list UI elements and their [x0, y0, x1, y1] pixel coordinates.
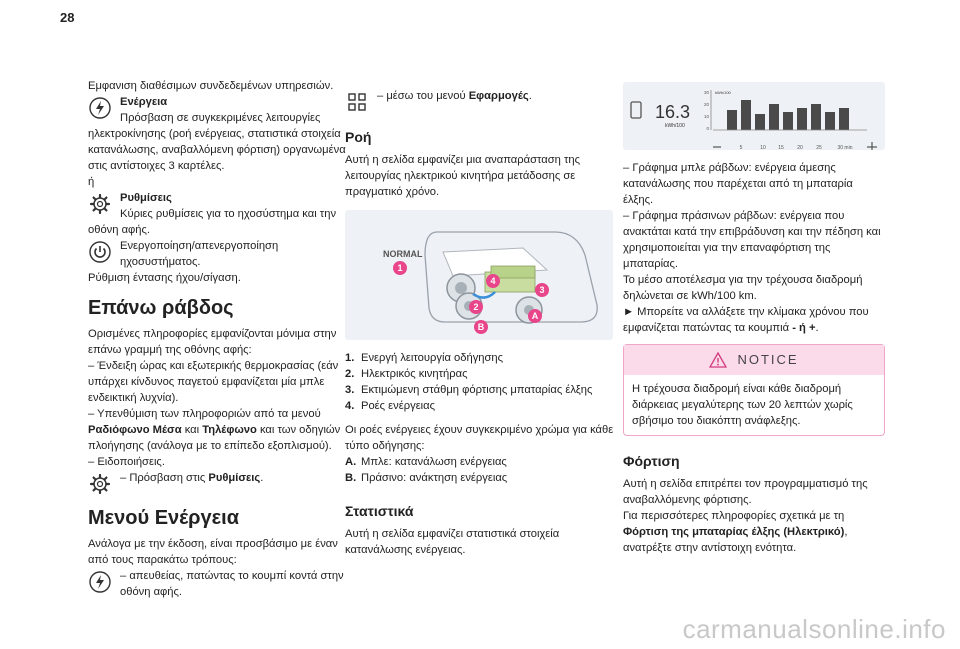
notice-text: Η τρέχουσα διαδρομή είναι κάθε διαδρομή διάρκειας μεγαλύτερης των 20 λεπτών χωρίς σβήσιμο του διακόπτη ανάφλεξης. — [632, 383, 853, 427]
callout-2: 2 — [473, 302, 479, 312]
notice-header — [624, 345, 884, 375]
list-item — [345, 398, 615, 414]
stats-text: Αυτή η σελίδα εμφανίζει στατιστικά στοιχεία κατανάλωσης ενέργειας. — [345, 528, 560, 556]
callout-1: 1 — [397, 263, 403, 273]
flows-text: Οι ροές ενέργειες έχουν συγκεκριμένο χρώμα για κάθε τύπο οδήγησης: — [345, 424, 614, 452]
energy-text-2: ηλεκτροκίνησης (ροή ενέργειας, στατιστικά στοιχεία κατανάλωσης, αναβαλλόμενη φόρτιση) οργανωμένα στις αντίστοιχες 3 καρτέλες. — [88, 128, 346, 172]
settings-item — [88, 190, 350, 222]
warning-icon — [709, 352, 727, 368]
bullet-reminder-pre: – Υπενθύμιση των πληροφοριών από τα μενού — [88, 408, 321, 420]
x-tick: 20 — [797, 145, 803, 150]
chart-unit: kWh/100 — [715, 90, 731, 95]
way-apps-bold: Εφαρμογές — [468, 90, 529, 102]
notice-body — [624, 375, 884, 435]
energy-text-1: Πρόσβαση σε συγκεκριμένες λειτουργίες — [120, 112, 321, 124]
energy-flow-figure — [345, 210, 613, 340]
y-tick: 10 — [703, 114, 709, 119]
callout-B: B — [477, 322, 485, 332]
energy-icon — [88, 570, 112, 594]
way-apps-post: . — [528, 90, 532, 102]
legend-item — [345, 454, 615, 470]
notice-label: NOTICE — [737, 352, 799, 367]
watermark: carmanualsonline.info — [682, 614, 946, 644]
mode-label: NORMAL — [383, 249, 423, 259]
charging-text-bold: Φόρτιση της μπαταρίας έλξης (Ηλεκτρικό) — [623, 526, 845, 538]
bullet-reminder — [88, 406, 350, 454]
upper-bar-heading: Επάνω ράβδος — [88, 297, 234, 319]
page-number: 28 — [60, 10, 75, 25]
list-item — [345, 350, 615, 366]
list-number: 4. — [345, 400, 355, 412]
bullet-reminder-post: και των οδηγιών πλοήγησης (ανάλογα με το επίπεδο εξοπλισμού). — [88, 424, 341, 452]
list-number: 3. — [345, 384, 355, 396]
x-tick: 5 — [739, 145, 743, 150]
settings-title: Ρυθμίσεις — [120, 192, 172, 204]
legend-text: Μπλε: κατανάλωση ενέργειας — [361, 456, 507, 468]
column-3 — [623, 82, 885, 556]
scale-text-pre: ► Μπορείτε να αλλάξετε την κλίμακα χρόνου που εμφανίζεται πατώντας τα κουμπιά — [623, 306, 869, 334]
plus-icon[interactable] — [867, 142, 877, 150]
stats-screen-illustration — [623, 82, 885, 150]
list-text: Εκτιμώμενη στάθμη φόρτισης μπαταρίας έλξης — [361, 384, 593, 396]
scale-text-bold: - ή + — [792, 322, 816, 334]
power-text: Ενεργοποίηση/απενεργοποίηση ηχοσυστήματος. — [120, 240, 279, 268]
x-tick: 25 — [816, 145, 822, 150]
callout-4: 4 — [490, 276, 496, 286]
scale-text-post: . — [815, 322, 819, 334]
bullet-time: – Ένδειξη ώρας και εξωτερικής θερμοκρασίας (εάν υπάρχει κίνδυνος παγετού εμφανίζεται μία μπλε ενδεικτική λυχνία). — [88, 360, 339, 404]
fuel-pump-icon — [631, 102, 641, 118]
list-number: 2. — [345, 368, 355, 380]
energy-item — [88, 94, 350, 126]
bullet-settings-post: . — [260, 472, 264, 484]
settings-text-1: Κύριες ρυθμίσεις για το ηχοσύστημα και την — [120, 208, 337, 220]
stats-heading: Στατιστικά — [345, 503, 414, 519]
energy-flow-illustration — [345, 210, 613, 340]
apps-grid-icon — [345, 90, 369, 114]
legend-letter: B. — [345, 472, 357, 484]
energy-icon — [88, 96, 112, 120]
legend-letter: A. — [345, 456, 357, 468]
column-2 — [345, 88, 615, 558]
way-direct — [88, 568, 350, 600]
y-tick: 30 — [703, 90, 709, 95]
list-number: 1. — [345, 352, 355, 364]
x-tick: 30 min — [837, 145, 853, 150]
charging-text-2 — [623, 508, 885, 556]
legend-text: Πράσινο: ανάκτηση ενέργειας — [361, 472, 508, 484]
way-apps-pre: – μέσω του μενού — [377, 90, 469, 102]
screen-value: 16.3 — [655, 102, 691, 122]
bullet-settings — [88, 470, 350, 496]
settings-text-2: οθόνη αφής. — [88, 224, 151, 236]
charging-heading: Φόρτιση — [623, 453, 680, 469]
blue-bars-text: – Γράφημα μπλε ράβδων: ενέργεια άμεσης κατανάλωσης που παρέχεται από τη μπαταρία έλξης. — [623, 162, 853, 206]
green-bars-text: – Γράφημα πράσινων ράβδων: ενέργεια που ανακτάται κατά την επιβράδυνση και την πέδηση και χρησιμοποιείται για την επαναφόρτιση της μπαταρίας. — [623, 210, 881, 270]
bullet-settings-text — [120, 470, 263, 486]
volume-text: Ρύθμιση έντασης ήχου/σίγαση. — [88, 272, 241, 284]
flow-text: Αυτή η σελίδα εμφανίζει μια αναπαράσταση της λειτουργίας ηλεκτρικού κινητήρα μετάδοσης σε πραγματικό χρόνο. — [345, 154, 580, 198]
y-tick: 0 — [706, 126, 709, 131]
way-apps — [345, 88, 615, 114]
x-tick: 10 — [760, 145, 766, 150]
way-apps-text — [377, 88, 532, 104]
charging-text-pre: Για περισσότερες πληροφορίες σχετικά με τη — [623, 510, 845, 522]
legend-item — [345, 470, 615, 486]
way-direct-text: – απευθείας, πατώντας το κουμπί κοντά στην οθόνη αφής. — [120, 570, 344, 598]
bullet-reminder-phone: Τηλέφωνο — [202, 424, 257, 436]
gear-icon — [88, 472, 112, 496]
power-icon — [88, 240, 112, 264]
upper-bar-intro: Ορισμένες πληροφορίες εμφανίζονται μόνιμα στην επάνω γραμμή της οθόνης αφής: — [88, 328, 337, 356]
bullet-settings-pre: – Πρόσβαση στις — [120, 472, 209, 484]
x-tick: 15 — [778, 145, 784, 150]
flow-heading: Ροή — [345, 129, 372, 145]
callout-3: 3 — [539, 285, 545, 295]
intro-text: Εμφανιση διαθέσιμων συνδεδεμένων υπηρεσιών. — [88, 80, 334, 92]
list-text: Ροές ενέργειας — [361, 400, 436, 412]
average-text: Το μέσο αποτέλεσμα για την τρέχουσα διαδρομή δηλώνεται σε kWh/100 km. — [623, 274, 863, 302]
stats-screen-figure — [623, 82, 885, 150]
charging-text-post: , ανατρέξτε στην αντίστοιχη ενότητα. — [623, 526, 848, 554]
figure-legend-list — [345, 350, 615, 414]
list-text: Ηλεκτρικός κινητήρας — [361, 368, 468, 380]
list-item — [345, 382, 615, 398]
power-item — [88, 238, 350, 270]
energy-menu-heading: Μενού Ενέργεια — [88, 507, 240, 529]
bullet-settings-bold: Ρυθμίσεις — [208, 472, 261, 484]
column-1 — [88, 78, 350, 600]
list-item — [345, 366, 615, 382]
notice-box — [623, 344, 885, 436]
y-tick: 20 — [703, 102, 709, 107]
callout-A: A — [531, 311, 539, 321]
gear-icon — [88, 192, 112, 216]
bullet-reminder-radio: Ραδιόφωνο Μέσα — [88, 424, 182, 436]
bullet-reminder-mid: και — [181, 424, 203, 436]
bullet-notifications: – Ειδοποιήσεις. — [88, 456, 165, 468]
energy-title: Ενέργεια — [120, 96, 168, 108]
scale-text — [623, 304, 885, 336]
or-text: ή — [88, 176, 95, 188]
energy-menu-intro: Ανάλογα με την έκδοση, είναι προσβάσιμο με έναν από τους παρακάτω τρόπους: — [88, 538, 338, 566]
screen-unit: kWh/100 — [665, 123, 685, 129]
charging-text-1: Αυτή η σελίδα επιτρέπει τον προγραμματισμό της αναβαλλόμενης φόρτισης. — [623, 478, 868, 506]
list-text: Ενεργή λειτουργία οδήγησης — [361, 352, 504, 364]
